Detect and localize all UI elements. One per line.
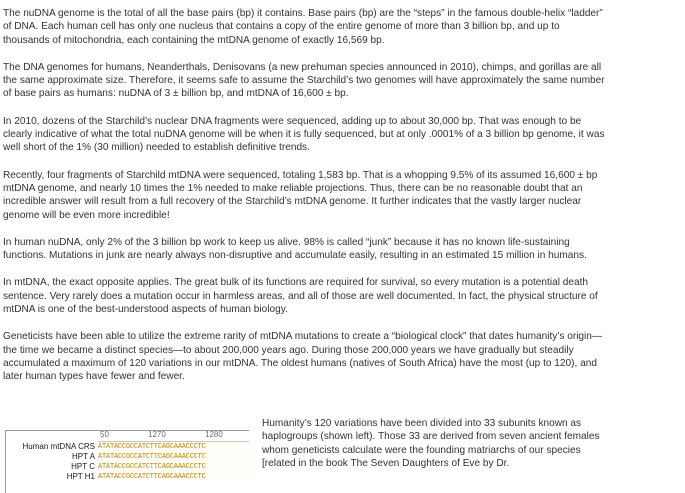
ruler-tick-1270: 1270: [148, 430, 166, 439]
paragraph-mtdna-fragments: Recently, four fragments of Starchild mtDNA were sequenced, totaling 1,583 bp. That is a whopping 9.5% of its assumed 16,600 ± bp mtDNA genome, and nearly 10 times the 1% needed to make reliable projections. Thus, there can be no reasonable doubt that an incredible answer will result from a full recovery of the Starchild’s mtDNA genome. It further indicates that the vastly larger nuclear genome will be even more incredible!: [3, 169, 598, 221]
sequence-label: HPT A: [72, 452, 95, 461]
paragraph-nudna-genome: The nuDNA genome is the total of all the base pairs (bp) it contains. Base pairs (bp) are the “steps” in the famous double-helix “ladder” of DNA. Each human cell has only one nucleus that contains a copy of the entire genome of more than 3 billion bp, and up to thousands of mitochondria, each containing the mtDNA genome of exactly 16,569 bp.: [3, 8, 603, 46]
sequence-label: HPT C: [71, 462, 95, 471]
sequence-label: HPT H1: [66, 472, 95, 481]
sequence-label: Human mtDNA CRS: [22, 442, 95, 451]
paragraph-mtdna-mutations: In mtDNA, the exact opposite applies. The great bulk of its functions are required for survival, so every mutation is a potential death sentence. Very rarely does a mutation occur in harmless areas, and all of those are well documented. In fact, the physical structure of mtDNA is one of the best-understood aspects of human biology.: [3, 277, 598, 316]
paragraph-genome-sizes: The DNA genomes for humans, Neanderthals, Denisovans (a new prehuman species announced in 2010), chimps, and gorillas are all the same approximate size. Therefore, it seems safe to assume the Starchild’s two genomes will have approximately the same number of base pairs as humans: nuDNA of 3 ± billion bp, and mtDNA of 16,600 ± bp.: [3, 61, 605, 100]
mtdna-sequence-figure: [5, 430, 249, 493]
ruler-tick-50: 50: [100, 430, 109, 439]
sequence-bases: ATATACCGCCATCTTCAGCAAACCCTC: [98, 452, 249, 462]
sequence-row: [6, 442, 249, 452]
haplogroup-section: [0, 414, 685, 489]
sequence-bases: ATATACCGCCATCTTCAGCAAACCCTC: [98, 472, 249, 482]
haplogroup-description: Humanity’s 120 variations have been divided into 33 subunits known as haplogroups (shown left). Those 33 are derived from seven ancient females whom geneticists calculate were the founding matriarchs of our species [related in the book The Seven Daughters of Eve by Dr.: [262, 418, 600, 469]
paragraph-2010-sequencing: In 2010, dozens of the Starchild’s nuclear DNA fragments were sequenced, adding up to about 30,000 bp. That was enough to be clearly indicative of what the total nuDNA genome will be when it is fully sequenced, but at only .0001% of a 3 billion bp genome, it was well short of the 1% (30 million) needed to establish definitive trends.: [3, 115, 605, 154]
article-body: [3, 7, 607, 398]
sequence-position-ruler: [98, 431, 249, 442]
sequence-row: [6, 452, 249, 462]
paragraph-biological-clock: Geneticists have been able to utilize the extreme rarity of mtDNA mutations to create a “biological clock” that dates humanity’s origin—the time we became a distinct species—to about 200,000 years ago. During those 200,000 years we have gradually but steadily accumulated a maximum of 120 variations in our mtDNA. The oldest humans (natives of South Africa) have the most (up to 120), and later human types have fewer and fewer.: [3, 331, 602, 383]
sequence-row: [6, 462, 249, 472]
sequence-bases: ATATACCGCCATCTTCAGCAAACCCTC: [98, 462, 249, 472]
sequence-row: [6, 472, 249, 482]
paragraph-junk-dna: In human nuDNA, only 2% of the 3 billion bp work to keep us alive. 98% is called “junk” because it has no known life-sustaining functions. Mutations in junk are nearly always non-disruptive and accumulate easily, resulting in an estimated 15 million in humans.: [3, 236, 587, 262]
sequence-bases: ATATACCGCCATCTTCAGCAAACCCTC: [98, 442, 249, 452]
ruler-tick-1280: 1280: [205, 430, 223, 439]
